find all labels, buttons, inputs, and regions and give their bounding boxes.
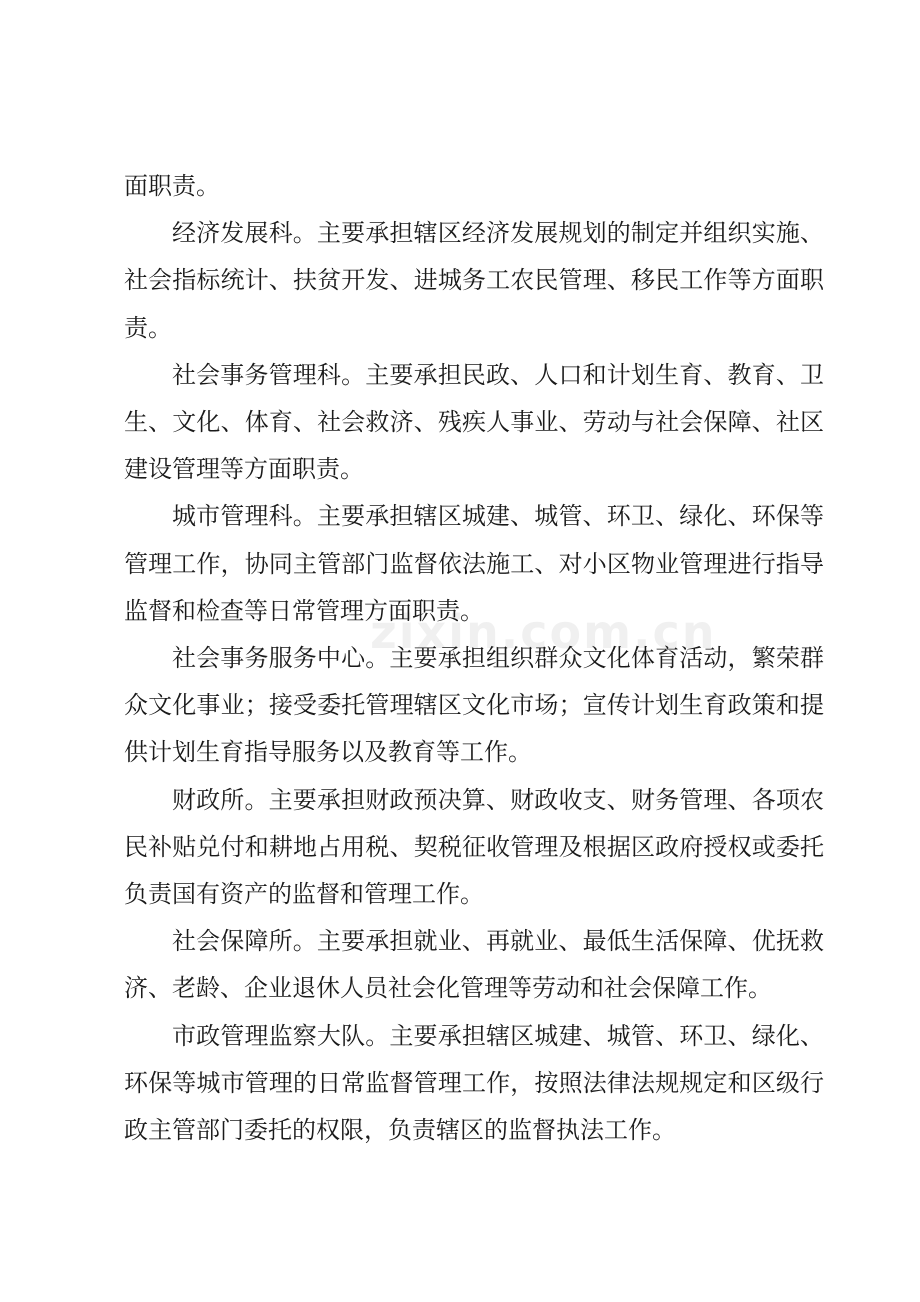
- paragraph-social-affairs-service-center: 社会事务服务中心。主要承担组织群众文化体育活动，繁荣群众文化事业；接受委托管理辖区文化市场；宣传计划生育政策和提供计划生育指导服务以及教育等工作。: [124, 644, 824, 767]
- paragraph-economic-development: 经济发展科。主要承担辖区经济发展规划的制定并组织实施、社会指标统计、扶贫开发、进城务工农民管理、移民工作等方面职责。: [124, 219, 824, 342]
- paragraph-urban-management: 城市管理科。主要承担辖区城建、城管、环卫、绿化、环保等管理工作，协同主管部门监督依法施工、对小区物业管理进行指导监督和检查等日常管理方面职责。: [124, 502, 824, 625]
- watermark: zixin.com.cn: [370, 605, 717, 659]
- paragraph-municipal-inspection-brigade: 市政管理监察大队。主要承担辖区城建、城管、环卫、绿化、环保等城市管理的日常监督管理工作，按照法律法规规定和区级行政主管部门委托的权限，负责辖区的监督执法工作。: [124, 1021, 824, 1145]
- paragraph-finance-office: 财政所。主要承担财政预决算、财政收支、财务管理、各项农民补贴兑付和耕地占用税、契税征收管理及根据区政府授权或委托负责国有资产的监督和管理工作。: [124, 785, 824, 909]
- paragraph-social-security-office: 社会保障所。主要承担就业、再就业、最低生活保障、优抚救济、老龄、企业退休人员社会化管理等劳动和社会保障工作。: [124, 927, 824, 1003]
- body-text: [124, 163, 824, 1154]
- continuation-line: 面职责。: [124, 172, 220, 200]
- paragraph-social-affairs-management: 社会事务管理科。主要承担民政、人口和计划生育、教育、卫生、文化、体育、社会救济、残疾人事业、劳动与社会保障、社区建设管理等方面职责。: [124, 360, 824, 484]
